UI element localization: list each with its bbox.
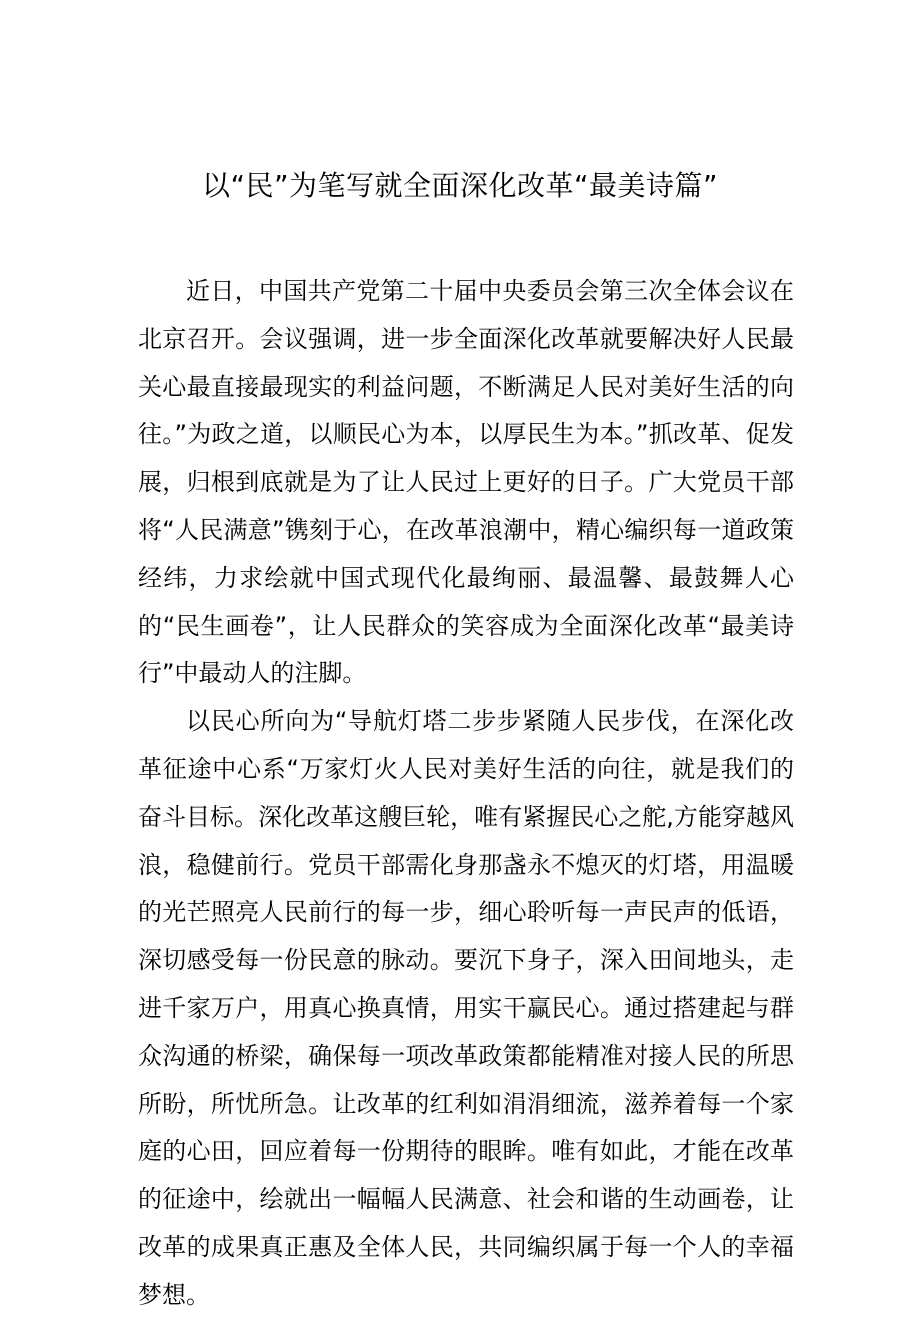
- paragraph-1: 近日，中国共产党第二十届中央委员会第三次全体会议在北京召开。会议强调，进一步全面深化改革就要解决好人民最关心最直接最现实的利益问题，不断满足人民对美好生活的向往。”为政之道，以顺民心为本，以厚民生为本。”抓改革、促发展，归根到底就是为了让人民过上更好的日子。广大党员干部将“人民满意”镌刻于心，在改革浪潮中，精心编织每一道政策经纬，力求绘就中国式现代化最绚丽、最温馨、最鼓舞人心的“民生画卷”，让人民群众的笑容成为全面深化改革“最美诗行”中最动人的注脚。: [138, 277, 794, 688]
- document-body: [138, 268, 794, 1320]
- paragraph-2: 以民心所向为“导航灯塔二步步紧随人民步伐，在深化改革征途中心系“万家灯火人民对美好生活的向往，就是我们的奋斗目标。深化改革这艘巨轮，唯有紧握民心之舵,方能穿越风浪，稳健前行。党员干部需化身那盏永不熄灭的灯塔，用温暖的光芒照亮人民前行的每一步，细心聆听每一声民声的低语，深切感受每一份民意的脉动。要沉下身子，深入田间地头，走进千家万户，用真心换真情，用实干赢民心。通过搭建起与群众沟通的桥梁，确保每一项改革政策都能精准对接人民的所思所盼，所忧所急。让改革的红利如涓涓细流，滋养着每一个家庭的心田，回应着每一份期待的眼眸。唯有如此，才能在改革的征途中，绘就出一幅幅人民满意、社会和谐的生动画卷，让改革的成果真正惠及全体人民，共同编织属于每一个人的幸福梦想。: [138, 707, 794, 1309]
- document-title: 以“民”为笔写就全面深化改革“最美诗篇”: [201, 169, 719, 202]
